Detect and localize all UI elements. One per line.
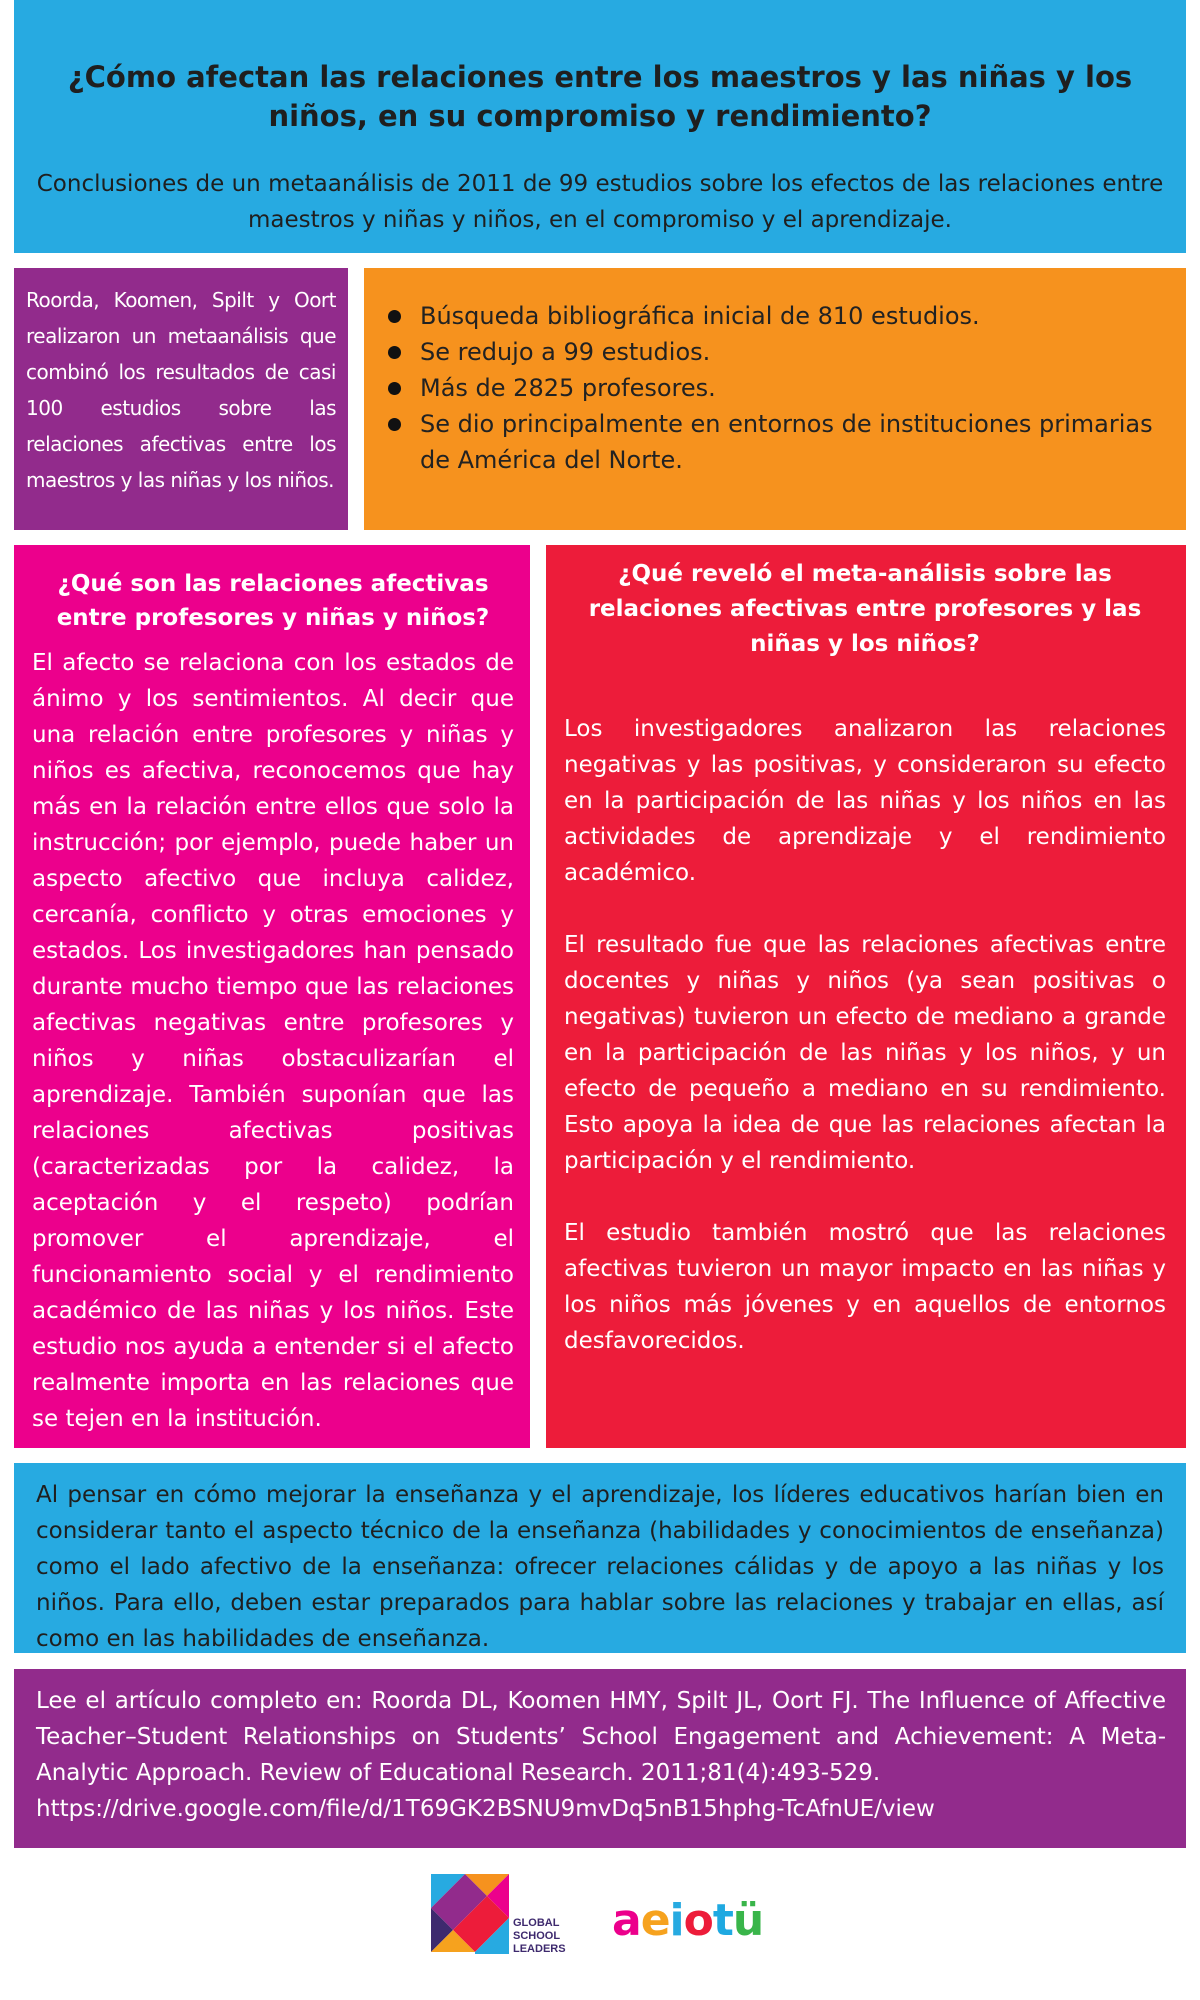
affect-body: El afecto se relaciona con los estados de ánimo y los sentimientos. Al decir que una relación entre profesores y niñas y niños es afectiva, reconocemos que hay más en la relación entre ellos que solo la instrucción; por ejemplo, puede haber un aspecto afectivo que incluya calidez, cercanía, conflicto y otras emociones y estados. Los investigadores han pensado durante mucho tiempo que las relaciones afectivas negativas entre profesores y niños y niñas obstaculizarían el aprendizaje. También suponían que las relaciones afectivas positivas (caracterizadas por la calidez, la aceptación y el respeto) podrían promover el aprendizaje, el funcionamiento social y el rendimiento académico de las niñas y los niños. Este estudio nos ayuda a entender si el afecto realmente importa en las relaciones que se tejen en la institución. xyxy=(32,650,514,1432)
list-item: Se redujo a 99 estudios. xyxy=(378,334,1174,370)
closing-text: Al pensar en cómo mejorar la enseñanza y el aprendizaje, los líderes educativos harían bien en considerar tanto el aspecto técnico de la enseñanza (habilidades y conocimientos de enseñanza) como el lado afectivo de la enseñanza: ofrecer relaciones cálidas y de apoyo a las niñas y los niños. Para ello, deben estar preparados para hablar sobre las relaciones y trabajar en ellas, así como en las habilidades de enseñanza. xyxy=(36,1482,1164,1652)
reveal-paragraph: El estudio también mostró que las relaciones afectivas tuvieron un mayor impacto en las niñas y los niños más jóvenes y en aquellos de entornos desfavorecidos. xyxy=(564,1220,1166,1354)
facts-box xyxy=(364,268,1186,530)
aeiotu-letter: o xyxy=(683,1895,713,1946)
logos-footer xyxy=(0,1862,1200,2000)
bullet-icon xyxy=(388,346,401,359)
reference-text: Lee el artículo completo en: Roorda DL, Koomen HMY, Spilt JL, Oort FJ. The Influence of Affective Teacher–Student Relationships on Students’ School Engagement and Achievement: A Meta-Analytic Approach. Review of Educational Research. 2011;81(4):493-529. xyxy=(36,1688,1166,1786)
gsl-logo-text: GLOBAL SCHOOL LEADERS xyxy=(513,1917,566,1955)
bullet-icon xyxy=(388,418,401,431)
authors-box xyxy=(14,268,348,530)
reveal-box xyxy=(546,545,1186,1448)
authors-text: Roorda, Koomen, Spilt y Oort realizaron un metaanálisis que combinó los resultados de casi 100 estudios sobre las relaciones afectivas entre los maestros y las niñas y los niños. xyxy=(26,288,336,492)
reveal-paragraph: Los investigadores analizaron las relaciones negativas y las positivas, y consideraron su efecto en la participación de las niñas y los niños en las actividades de aprendizaje y el rendimiento académico. xyxy=(564,716,1166,886)
aeiotu-letter: t xyxy=(712,1895,733,1946)
facts-list xyxy=(378,298,1174,478)
header-banner xyxy=(14,0,1186,253)
reference-box xyxy=(14,1669,1186,1848)
affect-heading: ¿Qué son las relaciones afectivas entre profesores y niñas y niños? xyxy=(56,571,490,631)
reveal-heading: ¿Qué reveló el meta-análisis sobre las relaciones afectivas entre profesores y las niñas y los niños? xyxy=(588,561,1142,657)
page-title: ¿Cómo afectan las relaciones entre los maestros y las niñas y los niños, en su compromiso y rendimiento? xyxy=(67,60,1133,133)
global-school-leaders-logo-icon xyxy=(431,1874,509,1954)
aeiotu-letter: e xyxy=(640,1895,670,1946)
bullet-icon xyxy=(388,310,401,323)
aeiotu-logo xyxy=(612,1896,763,1946)
reveal-paragraph: El resultado fue que las relaciones afectivas entre docentes y niñas y niños (ya sean positivas o negativas) tuvieron un efecto de mediano a grande en la participación de las niñas y los niños, y un efecto de pequeño a mediano en su rendimiento. Esto apoya la idea de que las relaciones afectan la participación y el rendimiento. xyxy=(564,932,1166,1174)
aeiotu-letter: i xyxy=(669,1895,684,1946)
closing-box xyxy=(14,1463,1186,1653)
affect-box xyxy=(14,545,530,1448)
list-item: Más de 2825 profesores. xyxy=(378,370,1174,406)
list-item: Se dio principalmente en entornos de instituciones primarias de América del Norte. xyxy=(378,406,1174,478)
list-item: Búsqueda bibliográfica inicial de 810 estudios. xyxy=(378,298,1174,334)
article-link[interactable]: https://drive.google.com/file/d/1T69GK2BSNU9mvDq5nB15hphg-TcAfnUE/view xyxy=(36,1796,935,1822)
page-subtitle: Conclusiones de un metaanálisis de 2011 de 99 estudios sobre los efectos de las relaciones entre maestros y niñas y niños, en el compromiso y el aprendizaje. xyxy=(36,171,1164,233)
bullet-icon xyxy=(388,382,401,395)
aeiotu-letter: a xyxy=(612,1895,641,1946)
aeiotu-letter: ü xyxy=(732,1895,764,1946)
